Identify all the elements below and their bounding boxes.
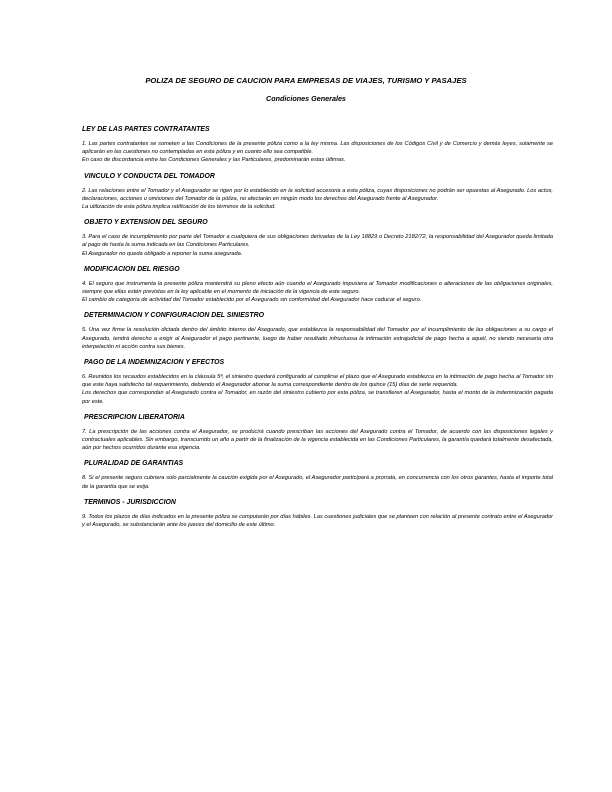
section-terminos-jurisdiccion xyxy=(82,498,553,529)
document-title: POLIZA DE SEGURO DE CAUCION PARA EMPRESAS DE VIAJES, TURISMO Y PASAJES xyxy=(145,76,467,85)
clause-paragraph: La utilización de esta póliza implica ratificación de los términos de la solicitud. xyxy=(82,204,276,211)
clause-paragraph: 9. Todos los plazos de días indicados en la presente póliza se computarán por días hábiles. Las cuestiones judiciales que se planteen con relación al presente contrato entre el Asegurador y el Asegurado, se substanciarán ante los jueces del domicilio de este último. xyxy=(82,513,553,529)
section-heading: LEY DE LAS PARTES CONTRATANTES xyxy=(82,126,210,133)
section-modificacion-riesgo xyxy=(82,265,553,305)
clause-paragraph: 6. Reunidos los recaudos establecidos en la cláusula 5ª, el siniestro quedará configurado al cumplirse el plazo que el Asegurado establezca en la intimación de pago hecha al Tomador sin que este haya satisfecho tal requerimiento, debiendo el Asegurador abonar la suma correspondiente dentro de los quince (15) días de serle requerida. xyxy=(82,374,553,389)
clause-paragraph: 8. Si el presente seguro cubriera solo parcialmente la caución exigida por el Asegurado, el Asegurador participará a prorrata, en concurrencia con los otros garantes, hasta el importe total de la garantía que se exija. xyxy=(82,475,553,490)
document-body xyxy=(82,125,553,529)
section-pluralidad-garantias xyxy=(82,459,553,490)
clause-paragraph: 5. Una vez firme la resolución dictada dentro del ámbito interno del Asegurado, que establezca la responsabilidad del Tomador por el incumplimiento de las obligaciones a su cargo el Asegurado, tendrá derecho a exigir al Asegurador el pago pertinente, luego de haber resultado infructuosa la intimación extrajudicial de pago hecha a aquél, no siendo necesaria otra interpelación ni acción contra sus bienes. xyxy=(82,327,553,350)
section-objeto-extension xyxy=(82,218,553,258)
clause-paragraph: El cambio de categoría de actividad del Tomador establecido por el Asegurado sin conformidad del Asegurador hace caducar el seguro. xyxy=(82,297,422,304)
clause-paragraph: El Asegurador no queda obligado a reponer la suma asegurada. xyxy=(82,250,243,257)
clause-paragraph: 1. Las partes contratantes se someten a las Condiciones de la presente póliza como a la ley misma. Las disposiciones de los Códigos Civil y de Comercio y demás leyes, solamente se aplicarán en las cuestiones no contempladas en esta póliza y en cuanto ello sea compatible. xyxy=(82,141,553,156)
section-heading: PRESCRIPCION LIBERATORIA xyxy=(84,413,185,421)
clause-paragraph: 2. Las relaciones entre el Tomador y el Asegurador se rigen por lo establecido en la solicitud accesoria a esta póliza, cuyas disposiciones no podrán ser opuestas al Asegurado. Los actos, declaraciones, acciones u omisiones del Tomador de la póliza, no afectarán en ningún modo los derechos del Asegurado frente al Asegurador. xyxy=(82,187,553,202)
clause-paragraph: 3. Para el caso de incumplimiento por parte del Tomador a cualquiera de sus obligaciones derivadas de la Ley 18829 o Decreto 2182/72, la responsabilidad del Asegurador queda limitada al pago de hasta la suma indicada en las Condiciones Particulares. xyxy=(82,234,553,249)
document-subtitle: Condiciones Generales xyxy=(266,94,346,103)
section-heading: PLURALIDAD DE GARANTIAS xyxy=(84,460,184,468)
section-vinculo-conducta xyxy=(82,172,553,212)
section-prescripcion-liberatoria xyxy=(82,413,553,453)
section-ley-partes xyxy=(82,125,553,165)
section-heading: TERMINOS - JURISDICCION xyxy=(84,498,176,506)
section-pago-indemnizacion xyxy=(82,358,553,406)
section-heading: PAGO DE LA INDEMNIZACION Y EFECTOS xyxy=(84,359,225,367)
section-heading: DETERMINACION Y CONFIGURACION DEL SINIESTRO xyxy=(84,312,264,320)
clause-paragraph: Los derechos que correspondan al Asegurado contra el Tomador, en razón del siniestro cubierto por esta póliza, se transfieren al Asegurador, hasta el monto de la indemnización pagada por este. xyxy=(82,390,553,405)
section-heading: OBJETO Y EXTENSION DEL SEGURO xyxy=(84,219,208,227)
clause-paragraph: 7. La prescripción de las acciones contra el Asegurador, se producirá cuando prescriban las acciones del Asegurado contra el Tomador, de acuerdo con las disposiciones legales y contractuales aplicables. Sin embargo, transcurrido un año a partir de la finalización de la vigencia establecida en las Condiciones Particulares, la garantía quedará totalmente desafectada, aún por hechos ocurridos durante esa vigencia. xyxy=(82,428,553,452)
section-heading: VINCULO Y CONDUCTA DEL TOMADOR xyxy=(84,172,215,180)
clause-paragraph: 4. El seguro que instrumenta la presente póliza mantendrá su pleno efecto aún cuando el Asegurado impusiera al Tomador modificaciones o alteraciones de las obligaciones originales, siempre que ellas estén previstas en la ley aplicable en el momento de iniciación de la vigencia de este seguro. xyxy=(82,280,553,296)
clause-paragraph: En caso de discordancia entre las Condiciones Generales y las Particulares, predominarán estas últimas. xyxy=(82,157,346,164)
section-heading: MODIFICACION DEL RIESGO xyxy=(84,265,180,273)
section-determinacion-siniestro xyxy=(82,311,553,351)
